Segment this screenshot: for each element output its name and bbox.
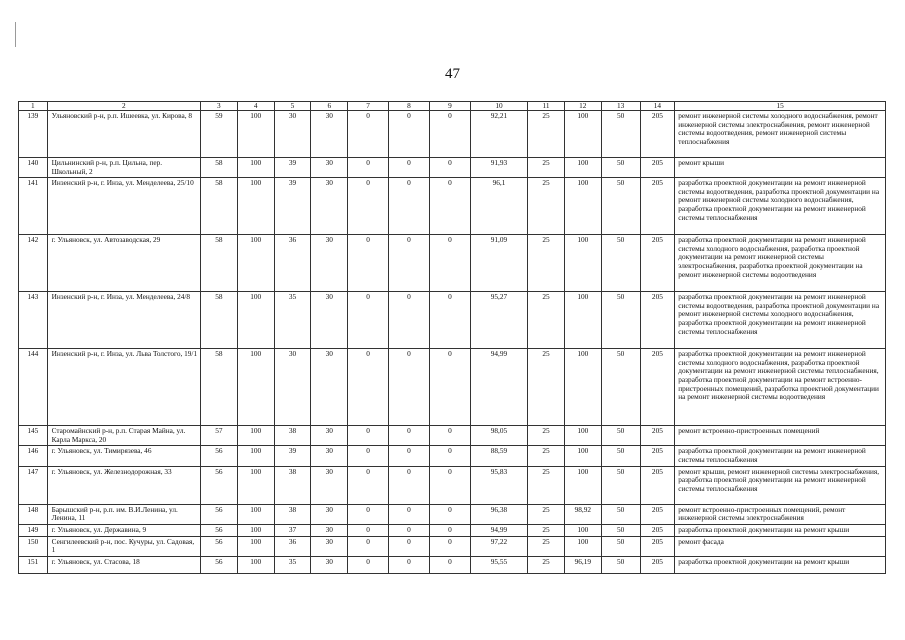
value-cell: 0 [389, 524, 430, 536]
works-cell: ремонт встроенно-пристроенных помещений [675, 426, 886, 446]
value-cell: 96,38 [470, 504, 527, 524]
value-cell: 0 [429, 466, 470, 504]
value-cell: 94,99 [470, 524, 527, 536]
table-row [19, 504, 886, 524]
row-number: 142 [19, 235, 48, 292]
value-cell: 38 [274, 466, 311, 504]
value-cell: 205 [640, 426, 675, 446]
row-number: 145 [19, 426, 48, 446]
value-cell: 30 [311, 524, 348, 536]
value-cell: 0 [429, 536, 470, 556]
row-number: 149 [19, 524, 48, 536]
value-cell: 0 [389, 426, 430, 446]
value-cell: 100 [564, 349, 601, 426]
table-row [19, 111, 886, 158]
value-cell: 0 [389, 466, 430, 504]
value-cell: 25 [528, 426, 565, 446]
table-row [19, 158, 886, 178]
value-cell: 205 [640, 292, 675, 349]
page-number: 47 [445, 66, 460, 82]
value-cell: 205 [640, 349, 675, 426]
value-cell: 0 [348, 292, 389, 349]
value-cell: 30 [311, 556, 348, 573]
value-cell: 0 [389, 235, 430, 292]
value-cell: 97,22 [470, 536, 527, 556]
value-cell: 30 [274, 349, 311, 426]
value-cell: 58 [200, 292, 237, 349]
value-cell: 30 [311, 504, 348, 524]
value-cell: 30 [311, 536, 348, 556]
value-cell: 50 [601, 349, 640, 426]
row-number: 141 [19, 178, 48, 235]
works-cell: разработка проектной документации на ремонт крыши [675, 556, 886, 573]
value-cell: 30 [311, 178, 348, 235]
value-cell: 25 [528, 466, 565, 504]
scan-edge-mark [15, 22, 16, 47]
value-cell: 0 [389, 292, 430, 349]
value-cell: 0 [429, 178, 470, 235]
value-cell: 0 [348, 349, 389, 426]
value-cell: 205 [640, 111, 675, 158]
value-cell: 0 [429, 524, 470, 536]
value-cell: 50 [601, 426, 640, 446]
value-cell: 0 [348, 466, 389, 504]
value-cell: 100 [237, 504, 274, 524]
value-cell: 30 [311, 466, 348, 504]
column-header: 3 [200, 102, 237, 111]
address-cell: Ульяновский р-н, р.п. Ишеевка, ул. Кирова, 8 [47, 111, 200, 158]
column-header: 9 [429, 102, 470, 111]
works-cell: ремонт крыши, ремонт инженерной системы электроснабжения, разработка проектной документации на ремонт инженерной системы теплоснабжения [675, 466, 886, 504]
value-cell: 100 [237, 524, 274, 536]
works-cell: ремонт встроенно-пристроенных помещений, ремонт инженерной системы электроснабжения [675, 504, 886, 524]
value-cell: 58 [200, 349, 237, 426]
value-cell: 50 [601, 446, 640, 466]
address-cell: Старомайнский р-н, р.п. Старая Майна, ул. Карла Маркса, 20 [47, 426, 200, 446]
value-cell: 30 [274, 111, 311, 158]
value-cell: 50 [601, 466, 640, 504]
works-cell: разработка проектной документации на ремонт инженерной системы водоотведения, разработка проектной документации на ремонт инженерной системы холодного водоснабжения, разработка проектной документации на ремонт инженерной системы теплоснабжения [675, 178, 886, 235]
value-cell: 38 [274, 504, 311, 524]
row-number: 139 [19, 111, 48, 158]
value-cell: 25 [528, 556, 565, 573]
column-header: 6 [311, 102, 348, 111]
value-cell: 0 [429, 504, 470, 524]
address-cell: Инзенский р-н, г. Инза, ул. Менделеева, 24/8 [47, 292, 200, 349]
table-header-row [19, 102, 886, 111]
value-cell: 0 [389, 349, 430, 426]
value-cell: 50 [601, 235, 640, 292]
column-header: 10 [470, 102, 527, 111]
value-cell: 0 [429, 158, 470, 178]
value-cell: 0 [429, 446, 470, 466]
value-cell: 100 [237, 158, 274, 178]
value-cell: 50 [601, 178, 640, 235]
table-row [19, 524, 886, 536]
value-cell: 39 [274, 158, 311, 178]
value-cell: 100 [564, 536, 601, 556]
value-cell: 0 [429, 235, 470, 292]
value-cell: 100 [237, 536, 274, 556]
column-header: 14 [640, 102, 675, 111]
value-cell: 96,19 [564, 556, 601, 573]
value-cell: 25 [528, 235, 565, 292]
table-row [19, 292, 886, 349]
value-cell: 100 [564, 235, 601, 292]
value-cell: 205 [640, 536, 675, 556]
table-row [19, 466, 886, 504]
address-cell: г. Ульяновск, ул. Державина, 9 [47, 524, 200, 536]
address-cell: г. Ульяновск, ул. Тимирязева, 46 [47, 446, 200, 466]
value-cell: 95,27 [470, 292, 527, 349]
value-cell: 0 [429, 556, 470, 573]
value-cell: 0 [348, 524, 389, 536]
value-cell: 0 [348, 536, 389, 556]
value-cell: 38 [274, 426, 311, 446]
value-cell: 100 [237, 446, 274, 466]
column-header: 11 [528, 102, 565, 111]
value-cell: 50 [601, 504, 640, 524]
value-cell: 100 [564, 426, 601, 446]
value-cell: 205 [640, 235, 675, 292]
value-cell: 205 [640, 466, 675, 504]
address-cell: г. Ульяновск, ул. Железнодорожная, 33 [47, 466, 200, 504]
value-cell: 0 [389, 158, 430, 178]
value-cell: 100 [564, 446, 601, 466]
value-cell: 100 [237, 349, 274, 426]
table-row [19, 446, 886, 466]
value-cell: 50 [601, 158, 640, 178]
value-cell: 91,09 [470, 235, 527, 292]
works-cell: ремонт крыши [675, 158, 886, 178]
value-cell: 39 [274, 446, 311, 466]
value-cell: 95,55 [470, 556, 527, 573]
value-cell: 56 [200, 536, 237, 556]
value-cell: 205 [640, 556, 675, 573]
value-cell: 56 [200, 466, 237, 504]
value-cell: 25 [528, 504, 565, 524]
value-cell: 0 [429, 292, 470, 349]
value-cell: 98,05 [470, 426, 527, 446]
value-cell: 0 [389, 556, 430, 573]
value-cell: 205 [640, 504, 675, 524]
value-cell: 0 [429, 426, 470, 446]
value-cell: 98,92 [564, 504, 601, 524]
value-cell: 0 [429, 349, 470, 426]
value-cell: 58 [200, 235, 237, 292]
value-cell: 50 [601, 524, 640, 536]
value-cell: 30 [311, 426, 348, 446]
registry-table-body [19, 102, 886, 574]
value-cell: 30 [311, 446, 348, 466]
column-header: 5 [274, 102, 311, 111]
column-header: 4 [237, 102, 274, 111]
address-cell: Сенгилеевский р-н, пос. Кучуры, ул. Садовая, 1 [47, 536, 200, 556]
table-row [19, 349, 886, 426]
value-cell: 56 [200, 556, 237, 573]
value-cell: 92,21 [470, 111, 527, 158]
value-cell: 0 [348, 504, 389, 524]
registry-table [18, 101, 886, 574]
value-cell: 30 [311, 292, 348, 349]
row-number: 143 [19, 292, 48, 349]
row-number: 151 [19, 556, 48, 573]
row-number: 144 [19, 349, 48, 426]
value-cell: 56 [200, 504, 237, 524]
value-cell: 25 [528, 446, 565, 466]
value-cell: 0 [348, 556, 389, 573]
table-row [19, 536, 886, 556]
column-header: 8 [389, 102, 430, 111]
value-cell: 100 [564, 466, 601, 504]
value-cell: 0 [429, 111, 470, 158]
column-header: 1 [19, 102, 48, 111]
value-cell: 0 [389, 504, 430, 524]
value-cell: 25 [528, 111, 565, 158]
works-cell: разработка проектной документации на ремонт инженерной системы холодного водоснабжения, разработка проектной документации на ремонт инженерной системы электроснабжения, разработка проектной документации на ремонт инженерной системы водоотведения [675, 235, 886, 292]
value-cell: 25 [528, 536, 565, 556]
value-cell: 58 [200, 158, 237, 178]
address-cell: г. Ульяновск, ул. Автозаводская, 29 [47, 235, 200, 292]
value-cell: 25 [528, 349, 565, 426]
value-cell: 0 [389, 536, 430, 556]
value-cell: 0 [348, 158, 389, 178]
value-cell: 36 [274, 235, 311, 292]
value-cell: 88,59 [470, 446, 527, 466]
value-cell: 100 [237, 178, 274, 235]
address-cell: Барышский р-н, р.п. им. В.И.Ленина, ул. Ленина, 11 [47, 504, 200, 524]
value-cell: 50 [601, 292, 640, 349]
value-cell: 25 [528, 158, 565, 178]
value-cell: 0 [348, 426, 389, 446]
value-cell: 59 [200, 111, 237, 158]
value-cell: 100 [564, 178, 601, 235]
value-cell: 30 [311, 235, 348, 292]
value-cell: 205 [640, 446, 675, 466]
value-cell: 36 [274, 536, 311, 556]
value-cell: 57 [200, 426, 237, 446]
value-cell: 56 [200, 524, 237, 536]
value-cell: 58 [200, 178, 237, 235]
value-cell: 30 [311, 349, 348, 426]
works-cell: разработка проектной документации на ремонт инженерной системы водоотведения, разработка проектной документации на ремонт инженерной системы холодного водоснабжения, разработка проектной документации на ремонт инженерной системы теплоснабжения [675, 292, 886, 349]
table-row [19, 556, 886, 573]
value-cell: 50 [601, 111, 640, 158]
value-cell: 35 [274, 292, 311, 349]
works-cell: ремонт фасада [675, 536, 886, 556]
value-cell: 37 [274, 524, 311, 536]
value-cell: 100 [237, 111, 274, 158]
column-header: 2 [47, 102, 200, 111]
value-cell: 50 [601, 556, 640, 573]
column-header: 12 [564, 102, 601, 111]
address-cell: Цильнинский р-н, р.п. Цильна, пер. Школьный, 2 [47, 158, 200, 178]
value-cell: 56 [200, 446, 237, 466]
row-number: 140 [19, 158, 48, 178]
row-number: 147 [19, 466, 48, 504]
value-cell: 100 [237, 426, 274, 446]
table-row [19, 235, 886, 292]
value-cell: 100 [237, 466, 274, 504]
value-cell: 96,1 [470, 178, 527, 235]
value-cell: 0 [389, 111, 430, 158]
value-cell: 30 [311, 111, 348, 158]
table-row [19, 426, 886, 446]
works-cell: разработка проектной документации на ремонт инженерной системы холодного водоснабжения, разработка проектной документации на ремонт инженерной системы теплоснабжения, разработка проектной документации на ремонт встроенно-пристроенных помещений, разработка проектной документации на ремонт инженерной системы водоотведения [675, 349, 886, 426]
address-cell: г. Ульяновск, ул. Стасова, 18 [47, 556, 200, 573]
value-cell: 0 [389, 446, 430, 466]
value-cell: 25 [528, 524, 565, 536]
address-cell: Инзенский р-н, г. Инза, ул. Менделеева, 25/10 [47, 178, 200, 235]
works-cell: разработка проектной документации на ремонт крыши [675, 524, 886, 536]
works-cell: ремонт инженерной системы холодного водоснабжения, ремонт инженерной системы электроснабжения, ремонт инженерной системы водоотведения, ремонт инженерной системы теплоснабжения [675, 111, 886, 158]
row-number: 146 [19, 446, 48, 466]
value-cell: 0 [348, 446, 389, 466]
value-cell: 39 [274, 178, 311, 235]
value-cell: 25 [528, 178, 565, 235]
value-cell: 100 [564, 111, 601, 158]
value-cell: 94,99 [470, 349, 527, 426]
value-cell: 0 [389, 178, 430, 235]
value-cell: 95,83 [470, 466, 527, 504]
works-cell: разработка проектной документации на ремонт инженерной системы теплоснабжения [675, 446, 886, 466]
value-cell: 100 [237, 292, 274, 349]
value-cell: 100 [237, 556, 274, 573]
value-cell: 100 [564, 292, 601, 349]
row-number: 148 [19, 504, 48, 524]
value-cell: 100 [237, 235, 274, 292]
value-cell: 205 [640, 524, 675, 536]
value-cell: 50 [601, 536, 640, 556]
value-cell: 30 [311, 158, 348, 178]
value-cell: 100 [564, 524, 601, 536]
value-cell: 35 [274, 556, 311, 573]
value-cell: 100 [564, 158, 601, 178]
value-cell: 25 [528, 292, 565, 349]
column-header: 15 [675, 102, 886, 111]
column-header: 7 [348, 102, 389, 111]
value-cell: 0 [348, 178, 389, 235]
value-cell: 0 [348, 111, 389, 158]
column-header: 13 [601, 102, 640, 111]
value-cell: 0 [348, 235, 389, 292]
value-cell: 205 [640, 178, 675, 235]
value-cell: 205 [640, 158, 675, 178]
address-cell: Инзенский р-н, г. Инза, ул. Льва Толстого, 19/1 [47, 349, 200, 426]
row-number: 150 [19, 536, 48, 556]
table-row [19, 178, 886, 235]
value-cell: 91,93 [470, 158, 527, 178]
